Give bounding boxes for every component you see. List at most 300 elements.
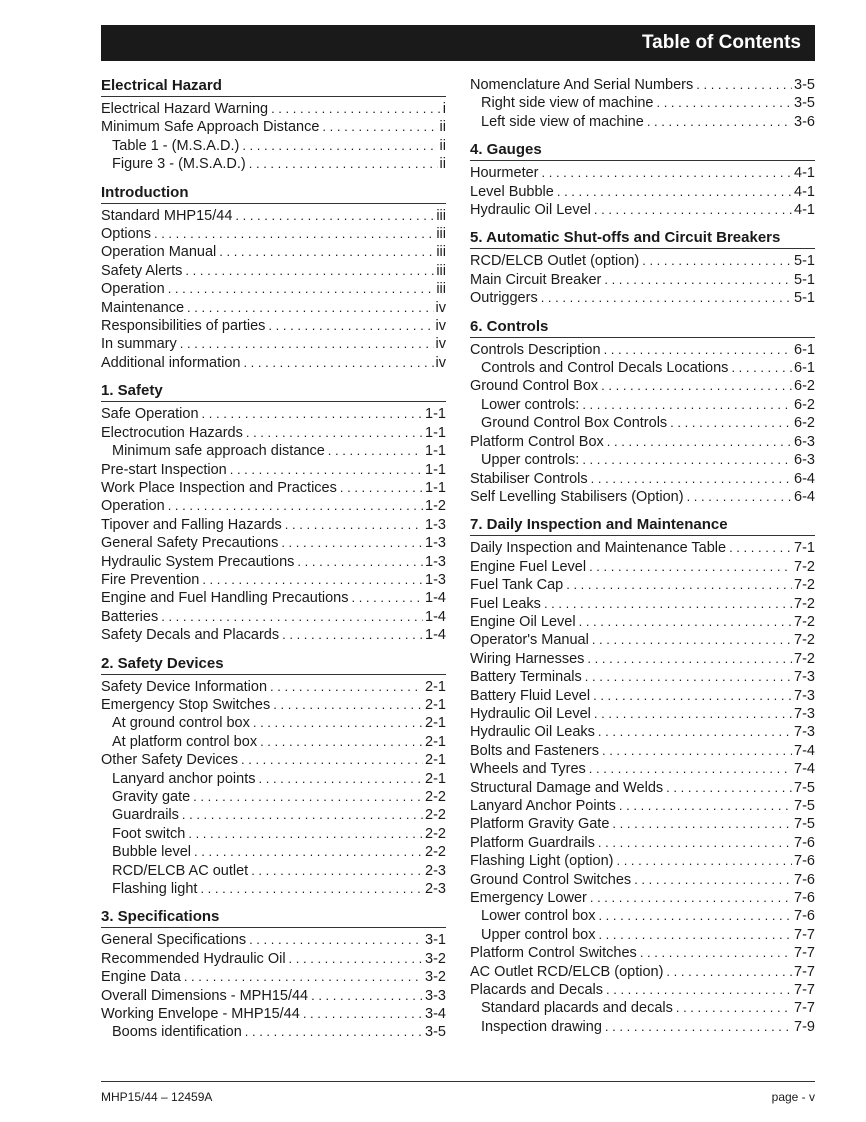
toc-entry-page: 2-3	[425, 881, 446, 898]
toc-entry-title: Foot switch	[112, 825, 186, 842]
toc-entry-page: iv	[435, 318, 446, 335]
dot-leader	[325, 442, 423, 460]
toc-entry-page: 5-1	[794, 253, 815, 270]
toc-entry-page: 2-1	[425, 752, 446, 769]
toc-entry-title: Electrical Hazard Warning	[101, 101, 269, 117]
dot-leader	[177, 335, 434, 353]
toc-entry[interactable]	[470, 470, 815, 488]
toc-entry-page: 7-6	[794, 908, 815, 925]
toc-entry-title: Booms identification	[112, 1024, 242, 1041]
toc-entry[interactable]	[101, 299, 446, 317]
toc-entry[interactable]	[470, 164, 815, 182]
toc-entry[interactable]	[470, 999, 815, 1017]
toc-entry[interactable]	[101, 262, 446, 280]
toc-entry-page: 7-7	[794, 945, 815, 962]
toc-entry[interactable]	[101, 225, 446, 243]
dot-leader	[653, 94, 792, 112]
toc-entry-title: Lower controls:	[481, 396, 580, 413]
dot-leader	[591, 705, 792, 723]
toc-entry-title: Tipover and Falling Hazards	[101, 516, 282, 533]
toc-entry-title: Responsibilities of parties	[101, 318, 266, 335]
toc-entry[interactable]	[470, 539, 815, 557]
toc-entry[interactable]	[470, 760, 815, 778]
toc-entry-page: 7-7	[794, 982, 815, 999]
toc-entry-title: Overall Dimensions - MPH15/44	[101, 987, 309, 1004]
toc-entry-page: iv	[435, 336, 446, 353]
toc-entry[interactable]	[101, 770, 446, 788]
toc-entry-page: 7-4	[794, 742, 815, 759]
toc-entry-page: 3-5	[425, 1024, 446, 1041]
dot-leader	[588, 470, 792, 488]
dot-leader	[609, 815, 792, 833]
toc-entry[interactable]	[470, 271, 815, 289]
toc-entry[interactable]	[101, 733, 446, 751]
toc-entry[interactable]	[101, 118, 446, 136]
toc-entry-page: 1-4	[425, 590, 446, 607]
toc-entry-title: Standard MHP15/44	[101, 207, 233, 224]
toc-entry[interactable]	[470, 815, 815, 833]
dot-leader	[590, 687, 792, 705]
toc-entry-page: ii	[439, 119, 446, 136]
toc-entry[interactable]	[101, 155, 446, 173]
toc-entry-title: Battery Terminals	[470, 669, 582, 686]
dot-leader	[257, 733, 423, 751]
toc-entry-page: 2-1	[425, 733, 446, 750]
toc-entry[interactable]	[470, 488, 815, 506]
toc-entry-page: 7-5	[794, 798, 815, 814]
toc-entry-page: 7-2	[794, 650, 815, 667]
toc-entry-title: Daily Inspection and Maintenance Table	[470, 540, 727, 557]
toc-entry-title: Nomenclature And Serial Numbers	[470, 77, 694, 93]
dot-leader	[308, 987, 423, 1005]
dot-leader	[165, 497, 423, 515]
toc-entry[interactable]	[101, 825, 446, 843]
dot-leader	[582, 668, 792, 686]
toc-entry[interactable]	[101, 461, 446, 479]
toc-entry[interactable]	[101, 806, 446, 824]
dot-leader	[584, 650, 792, 668]
toc-entry[interactable]	[470, 907, 815, 925]
toc-section	[101, 76, 446, 174]
toc-entry-title: Hydraulic Oil Leaks	[470, 724, 595, 741]
toc-entry-title: Engine Fuel Level	[470, 558, 587, 575]
toc-entry[interactable]	[470, 201, 815, 219]
toc-entry-page: 1-1	[425, 461, 446, 478]
toc-entry[interactable]	[470, 576, 815, 594]
toc-entry[interactable]	[101, 354, 446, 372]
toc-entry-page: 2-1	[425, 696, 446, 713]
dot-leader	[191, 843, 423, 861]
toc-entry[interactable]	[101, 442, 446, 460]
toc-entry[interactable]	[101, 405, 446, 423]
toc-entry-title: Safety Decals and Placards	[101, 627, 280, 644]
toc-entry[interactable]	[101, 497, 446, 515]
toc-entry-title: Right side view of machine	[481, 95, 654, 112]
dot-leader	[579, 396, 792, 414]
footer-divider	[101, 1081, 815, 1082]
toc-entry[interactable]	[470, 797, 815, 815]
toc-entry-title: At platform control box	[112, 733, 258, 750]
toc-entry-page: 1-3	[425, 553, 446, 570]
toc-entry-page: iii	[436, 281, 446, 298]
toc-entry-page: 7-3	[794, 705, 815, 722]
dot-leader	[190, 788, 423, 806]
dot-leader	[541, 595, 792, 613]
toc-entry[interactable]	[101, 788, 446, 806]
toc-entry[interactable]	[470, 183, 815, 201]
toc-entry[interactable]	[470, 705, 815, 723]
toc-entry[interactable]	[470, 396, 815, 414]
dot-leader	[554, 183, 792, 201]
section-heading: Introduction	[101, 183, 446, 204]
toc-entry[interactable]	[101, 678, 446, 696]
dot-leader	[238, 751, 423, 769]
toc-entry-title: Outriggers	[470, 290, 538, 307]
toc-entry[interactable]	[101, 880, 446, 898]
toc-entry-title: Hourmeter	[470, 165, 539, 182]
section-heading: 4. Gauges	[470, 140, 815, 161]
toc-entry-page: 7-7	[794, 926, 815, 943]
dot-leader	[728, 359, 792, 377]
toc-entry[interactable]	[470, 723, 815, 741]
toc-entry-title: Other Safety Devices	[101, 752, 238, 769]
dot-leader	[604, 433, 792, 451]
toc-entry[interactable]	[101, 243, 446, 261]
toc-entry-title: Left side view of machine	[481, 113, 644, 130]
toc-entry-title: Platform Control Box	[470, 433, 604, 450]
toc-entry-title: Upper controls:	[481, 452, 580, 469]
toc-entry[interactable]	[470, 414, 815, 432]
dot-leader	[158, 608, 423, 626]
dot-leader	[294, 553, 423, 571]
dot-leader	[242, 1023, 423, 1041]
toc-entry-title: Lower control box	[481, 908, 596, 925]
toc-entry-page: ii	[439, 137, 446, 154]
toc-entry-title: In summary	[101, 336, 177, 353]
toc-section	[101, 907, 446, 1041]
toc-entry-title: Upper control box	[481, 926, 596, 943]
toc-entry-page: 7-6	[794, 853, 815, 870]
toc-entry[interactable]	[470, 779, 815, 797]
dot-leader	[613, 852, 792, 870]
dot-leader	[538, 289, 792, 307]
toc-entry-title: Ground Control Box Controls	[481, 415, 668, 432]
dot-leader	[663, 963, 792, 981]
toc-entry-title: Self Levelling Stabilisers (Option)	[470, 488, 684, 505]
toc-entry-page: 7-3	[794, 724, 815, 741]
toc-entry-title: Level Bubble	[470, 183, 554, 200]
toc-entry-title: Operation Manual	[101, 244, 217, 261]
toc-entry-title: Operator's Manual	[470, 632, 589, 649]
toc-entry-page: 7-1	[794, 540, 815, 557]
toc-entry[interactable]	[101, 100, 446, 118]
toc-entry-page: 7-3	[794, 669, 815, 686]
dot-leader	[591, 201, 792, 219]
toc-entry[interactable]	[470, 289, 815, 307]
toc-entry-title: Standard placards and decals	[481, 1000, 673, 1017]
toc-entry-page: 7-4	[794, 761, 815, 778]
toc-entry[interactable]	[470, 94, 815, 112]
toc-entry-page: 1-2	[425, 498, 446, 515]
toc-entry[interactable]	[470, 631, 815, 649]
toc-entry-page: 3-2	[425, 969, 446, 986]
toc-entry-title: Fuel Leaks	[470, 595, 541, 612]
dot-leader	[268, 100, 441, 118]
toc-entry[interactable]	[470, 1018, 815, 1036]
toc-entry-page: 2-1	[425, 715, 446, 732]
toc-section	[101, 654, 446, 899]
toc-entry-title: Gravity gate	[112, 789, 191, 805]
toc-entry-title: Emergency Stop Switches	[101, 696, 271, 713]
toc-entry-page: 4-1	[794, 183, 815, 200]
toc-entry-page: 1-3	[425, 571, 446, 588]
toc-entry[interactable]	[101, 950, 446, 968]
toc-entry[interactable]	[470, 113, 815, 131]
dot-leader	[599, 742, 792, 760]
dot-leader	[278, 534, 423, 552]
toc-entry-page: 1-3	[425, 535, 446, 552]
toc-entry[interactable]	[101, 862, 446, 880]
toc-entry-title: Controls and Control Decals Locations	[481, 360, 729, 377]
toc-entry-page: 6-2	[794, 396, 815, 413]
toc-entry-title: Main Circuit Breaker	[470, 271, 602, 288]
toc-entry-page: 7-6	[794, 834, 815, 851]
footer-doc-id: MHP15/44 – 12459A	[101, 1090, 213, 1104]
toc-entry-title: Operation	[101, 281, 165, 298]
toc-entry[interactable]	[101, 714, 446, 732]
dot-leader	[601, 341, 792, 359]
toc-entry[interactable]	[470, 252, 815, 270]
dot-leader	[595, 723, 792, 741]
toc-entry-title: Wiring Harnesses	[470, 650, 585, 667]
dot-leader	[179, 806, 423, 824]
toc-entry[interactable]	[470, 926, 815, 944]
toc-entry[interactable]	[101, 207, 446, 225]
toc-entry-title: Lanyard anchor points	[112, 770, 256, 787]
dot-leader	[637, 944, 792, 962]
toc-entry-title: Emergency Lower	[470, 890, 587, 907]
toc-entry[interactable]	[101, 1005, 446, 1023]
toc-entry-page: 2-1	[425, 770, 446, 787]
toc-entry[interactable]	[470, 981, 815, 999]
dot-leader	[586, 558, 792, 576]
toc-entry[interactable]	[470, 76, 815, 94]
dot-leader	[667, 414, 792, 432]
toc-section	[101, 381, 446, 644]
dot-leader	[199, 571, 423, 589]
toc-entry-title: Figure 3 - (M.S.A.D.)	[112, 156, 246, 173]
toc-entry-page: i	[442, 101, 446, 117]
toc-section	[470, 76, 815, 131]
dot-leader	[182, 262, 434, 280]
dot-leader	[246, 155, 438, 173]
toc-entry[interactable]	[101, 931, 446, 949]
toc-entry-page: 1-4	[425, 608, 446, 625]
dot-leader	[286, 950, 423, 968]
toc-entry-title: RCD/ELCB AC outlet	[112, 862, 249, 879]
toc-entry[interactable]	[101, 1023, 446, 1041]
toc-entry[interactable]	[470, 963, 815, 981]
toc-entry[interactable]	[470, 944, 815, 962]
section-heading: 6. Controls	[470, 317, 815, 338]
toc-entry-title: Safe Operation	[101, 406, 199, 423]
toc-entry[interactable]	[470, 595, 815, 613]
dot-leader	[270, 696, 423, 714]
toc-entry[interactable]	[470, 650, 815, 668]
toc-entry[interactable]	[101, 589, 446, 607]
toc-entry-title: Options	[101, 226, 151, 243]
toc-entry-page: 7-2	[794, 577, 815, 594]
dot-leader	[579, 451, 792, 469]
toc-entry[interactable]	[101, 987, 446, 1005]
dot-leader	[616, 797, 792, 815]
toc-entry-title: Minimum safe approach distance	[112, 443, 325, 460]
toc-entry-page: 7-7	[794, 1000, 815, 1017]
toc-entry-title: Ground Control Switches	[470, 871, 632, 888]
toc-entry-title: Batteries	[101, 608, 159, 625]
toc-entry-page: 1-3	[425, 516, 446, 533]
section-heading: 3. Specifications	[101, 907, 446, 928]
toc-section	[470, 140, 815, 219]
toc-entry-title: Platform Guardrails	[470, 834, 595, 851]
dot-leader	[589, 631, 792, 649]
toc-entry[interactable]	[101, 696, 446, 714]
dot-leader	[243, 424, 423, 442]
toc-entry[interactable]	[101, 751, 446, 769]
toc-entry[interactable]	[470, 668, 815, 686]
toc-entry-title: General Specifications	[101, 932, 247, 949]
toc-entry[interactable]	[470, 834, 815, 852]
toc-entry-title: Placards and Decals	[470, 982, 603, 999]
toc-entry[interactable]	[470, 341, 815, 359]
toc-entry-page: 1-4	[425, 627, 446, 644]
dot-leader	[267, 678, 423, 696]
toc-entry[interactable]	[470, 852, 815, 870]
toc-entry-title: Engine and Fuel Handling Precautions	[101, 590, 349, 607]
dot-leader	[151, 225, 434, 243]
toc-entry-page: iv	[435, 299, 446, 316]
toc-entry-title: Table 1 - (M.S.A.D.)	[112, 137, 240, 154]
toc-entry-title: Safety Alerts	[101, 262, 183, 279]
toc-entry[interactable]	[101, 516, 446, 534]
toc-entry-title: Safety Device Information	[101, 678, 268, 695]
toc-entry-page: iii	[436, 262, 446, 279]
toc-entry[interactable]	[470, 558, 815, 576]
toc-entry[interactable]	[101, 626, 446, 644]
toc-entry[interactable]	[470, 433, 815, 451]
toc-entry-page: 5-1	[794, 290, 815, 307]
toc-entry-title: Platform Control Switches	[470, 945, 637, 962]
toc-entry-page: iv	[435, 354, 446, 371]
toc-entry[interactable]	[470, 377, 815, 395]
toc-entry[interactable]	[470, 359, 815, 377]
toc-entry-page: 1-1	[425, 443, 446, 460]
toc-entry[interactable]	[101, 608, 446, 626]
dot-leader	[216, 243, 434, 261]
toc-section	[101, 183, 446, 373]
toc-column-right	[470, 76, 815, 1045]
toc-entry-page: ii	[439, 156, 446, 173]
toc-entry-page: 6-2	[794, 378, 815, 395]
dot-leader	[595, 834, 792, 852]
dot-leader	[265, 317, 433, 335]
toc-entry-page: 3-3	[425, 987, 446, 1004]
toc-entry[interactable]	[470, 451, 815, 469]
dot-leader	[684, 488, 792, 506]
toc-entry-title: Lanyard Anchor Points	[470, 798, 616, 814]
toc-entry[interactable]	[101, 424, 446, 442]
toc-entry-page: 1-1	[425, 479, 446, 496]
toc-entry[interactable]	[101, 335, 446, 353]
toc-entry-page: 6-1	[794, 341, 815, 358]
toc-entry-title: Controls Description	[470, 341, 601, 358]
dot-leader	[246, 931, 423, 949]
dot-leader	[300, 1005, 423, 1023]
dot-leader	[256, 770, 424, 788]
toc-entry-page: 7-9	[794, 1018, 815, 1035]
toc-entry[interactable]	[470, 871, 815, 889]
toc-entry-page: iii	[436, 207, 446, 224]
toc-entry-page: 2-2	[425, 807, 446, 824]
toc-entry[interactable]	[101, 571, 446, 589]
toc-entry[interactable]	[470, 687, 815, 705]
toc-entry-page: 6-3	[794, 433, 815, 450]
dot-leader	[248, 862, 423, 880]
toc-entry[interactable]	[470, 613, 815, 631]
toc-entry-title: Additional information	[101, 354, 241, 371]
toc-entry[interactable]	[101, 843, 446, 861]
toc-entry[interactable]	[470, 889, 815, 907]
toc-entry[interactable]	[101, 280, 446, 298]
dot-leader	[587, 889, 792, 907]
toc-entry-page: iii	[436, 244, 446, 261]
dot-leader	[726, 539, 792, 557]
dot-leader	[639, 252, 792, 270]
toc-entry-page: 6-4	[794, 488, 815, 505]
toc-entry[interactable]	[101, 317, 446, 335]
dot-leader	[282, 516, 423, 534]
toc-entry-title: Engine Data	[101, 969, 181, 986]
dot-leader	[250, 714, 423, 732]
toc-entry-page: 3-5	[794, 77, 815, 93]
toc-entry-title: Electrocution Hazards	[101, 424, 243, 441]
toc-entry[interactable]	[101, 968, 446, 986]
page-title: Table of Contents	[641, 32, 801, 53]
toc-entry-page: 3-5	[794, 95, 815, 112]
toc-entry[interactable]	[101, 137, 446, 155]
toc-entry-title: Wheels and Tyres	[470, 761, 586, 778]
toc-entry[interactable]	[101, 553, 446, 571]
toc-entry-page: 5-1	[794, 271, 815, 288]
toc-entry[interactable]	[101, 534, 446, 552]
toc-entry-page: 2-2	[425, 844, 446, 861]
toc-entry-page: 7-2	[794, 613, 815, 630]
toc-entry-title: Platform Gravity Gate	[470, 816, 610, 833]
dot-leader	[601, 271, 792, 289]
toc-entry-title: General Safety Precautions	[101, 535, 279, 552]
toc-entry-title: Minimum Safe Approach Distance	[101, 119, 320, 136]
toc-entry-title: Fuel Tank Cap	[470, 577, 564, 594]
toc-entry-title: Hydraulic Oil Level	[470, 705, 591, 722]
dot-leader	[197, 880, 423, 898]
toc-entry-title: Fire Prevention	[101, 571, 200, 588]
toc-entry-title: Structural Damage and Welds	[470, 779, 664, 796]
toc-entry[interactable]	[470, 742, 815, 760]
toc-entry-page: 6-2	[794, 415, 815, 432]
toc-entry[interactable]	[101, 479, 446, 497]
toc-entry-page: iii	[436, 226, 446, 243]
dot-leader	[227, 461, 423, 479]
